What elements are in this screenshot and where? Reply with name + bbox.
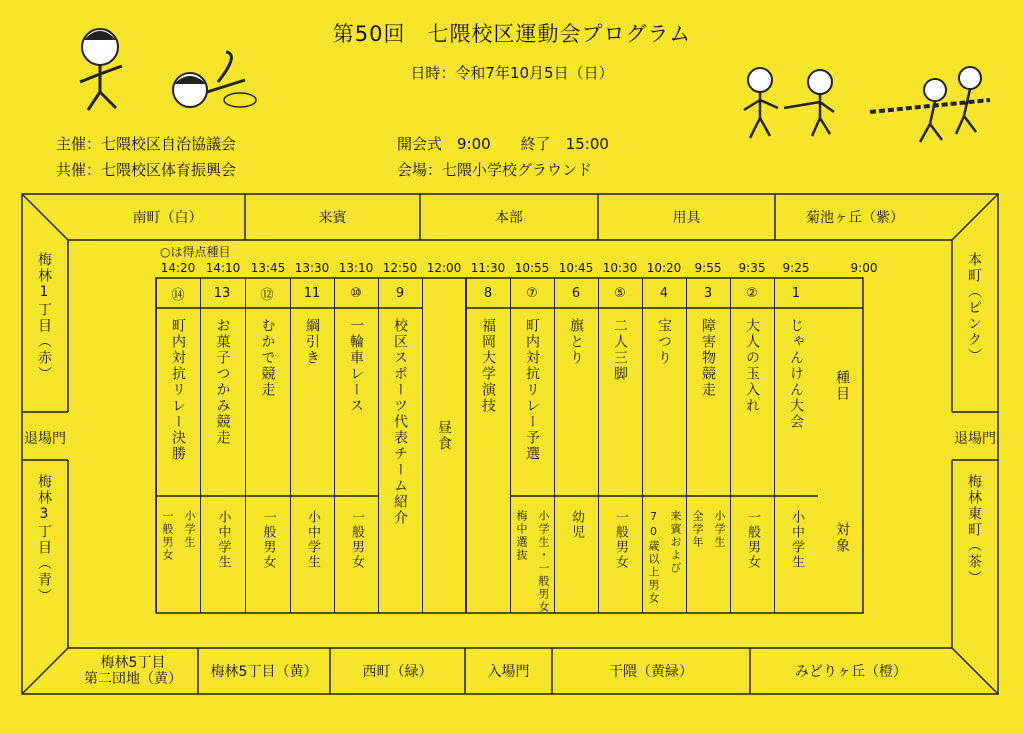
event-time: 13:30 [294, 261, 330, 275]
event-time: 13:10 [338, 261, 374, 275]
area-headquarters: 本部 [495, 210, 523, 226]
event-name: 旗とり [568, 318, 584, 366]
event-target: 幼児 [569, 510, 584, 540]
event-number: 4 [659, 285, 669, 301]
event-time: 9:55 [694, 261, 722, 275]
area-umebayashi-5: 梅林5丁目（黄） [210, 664, 318, 680]
opening-time: 開会式 9:00 終了 15:00 [397, 135, 609, 153]
event-name: むかで競走 [259, 318, 276, 398]
exit-gate-left: 退場門 [24, 431, 66, 447]
event-target: 一般男女 [349, 510, 364, 570]
event-name: お菓子つかみ競走 [214, 318, 231, 446]
event-number: 6 [571, 285, 581, 301]
event-time: 11:30 [470, 261, 506, 275]
area-umebayashi-5-danchi: 梅林5丁目 第二団地（黄） [84, 655, 182, 687]
area-kikuchigaoka: 菊池ヶ丘（紫） [806, 210, 904, 226]
area-equipment: 用具 [672, 210, 701, 226]
event-number: ⑦ [526, 285, 538, 301]
header-event: 種目 [834, 370, 850, 402]
venue: 会場：七隈小学校グラウンド [397, 161, 593, 179]
event-name: 町内対抗リレー決勝 [170, 318, 186, 462]
event-time: 13:45 [250, 261, 286, 275]
event-name: 校区スポーツ代表チーム紹介 [392, 318, 408, 526]
event-date: 日時：令和7年10月5日（日） [410, 64, 614, 82]
first-time: 9:00 [850, 261, 878, 275]
event-number: 8 [483, 285, 493, 301]
event-target: 一般男女 [260, 510, 276, 570]
event-time: 12:50 [382, 261, 418, 275]
event-name: じゃんけん大会 [788, 318, 804, 430]
event-target: 梅中選抜 [515, 510, 528, 562]
event-target: 全学年 [691, 510, 704, 549]
event-time: 9:25 [782, 261, 810, 275]
event-time: 9:35 [738, 261, 766, 275]
event-number: ⑩ [350, 285, 362, 301]
event-time: 12:00 [426, 261, 462, 275]
event-time: 10:45 [558, 261, 594, 275]
event-number: ⑭ [171, 287, 185, 303]
area-minamimachi: 南町（白） [132, 210, 203, 226]
event-time: 14:20 [160, 261, 196, 275]
event-time: 14:10 [205, 261, 241, 275]
exit-gate-right: 退場門 [954, 431, 996, 447]
event-name: 昼食 [436, 420, 452, 452]
event-number: 11 [303, 285, 321, 301]
co-organizer: 共催：七隈校区体育振興会 [56, 161, 237, 179]
event-target: 小中学生 [215, 510, 231, 570]
page-title: 第50回 七隈校区運動会プログラム [332, 22, 692, 46]
header-target: 対象 [834, 522, 850, 554]
event-name: 綱引き [304, 318, 320, 366]
event-name: 障害物競走 [700, 318, 716, 398]
event-number: ② [746, 285, 758, 301]
area-honmachi: 本町（ピンク） [966, 252, 982, 364]
event-target: 小中学生 [789, 510, 804, 570]
event-number: 13 [213, 285, 231, 301]
area-guests: 来賓 [318, 210, 347, 226]
event-target: 小中学生 [305, 510, 320, 570]
event-name: 宝つり [656, 318, 672, 366]
event-number: 1 [791, 285, 801, 301]
event-number: ⑤ [614, 285, 626, 301]
legend-scoring: ○は得点種目 [160, 245, 231, 259]
area-nishimachi: 西町（緑） [362, 664, 433, 680]
organizer: 主催：七隈校区自治協議会 [56, 135, 237, 153]
entrance-gate: 入場門 [487, 664, 530, 680]
event-number: 3 [703, 285, 713, 301]
event-number: 9 [395, 285, 405, 301]
event-target: 一般男女 [613, 510, 628, 570]
area-midorigaoka: みどりヶ丘（橙） [795, 664, 907, 680]
event-name: 福岡大学演技 [480, 318, 496, 414]
event-target: 来賓および [669, 510, 682, 575]
event-name: 一輪車レース [348, 318, 364, 414]
event-name: 大人の玉入れ [744, 318, 760, 414]
event-target: 70歳以上男女 [647, 510, 660, 605]
event-target: 小学生 [713, 510, 726, 549]
area-umebayashi-3: 梅林3丁目（青） [36, 474, 52, 604]
event-name: 二人三脚 [612, 318, 628, 382]
event-target: 小学生 [183, 510, 196, 549]
event-time: 10:30 [602, 261, 638, 275]
event-time: 10:20 [646, 261, 682, 275]
event-target: 小学生・一般男女 [537, 510, 550, 614]
event-number: ⑫ [260, 287, 274, 303]
area-hoshikuma: 干隈（黄緑） [609, 664, 693, 680]
event-time: 10:55 [514, 261, 550, 275]
event-target: 一般男女 [161, 510, 174, 562]
event-target: 一般男女 [745, 510, 760, 570]
area-umebayashi-higashi: 梅林東町（茶） [966, 474, 982, 586]
event-name: 町内対抗リレー予選 [524, 318, 540, 462]
area-umebayashi-1: 梅林1丁目（赤） [36, 252, 52, 382]
